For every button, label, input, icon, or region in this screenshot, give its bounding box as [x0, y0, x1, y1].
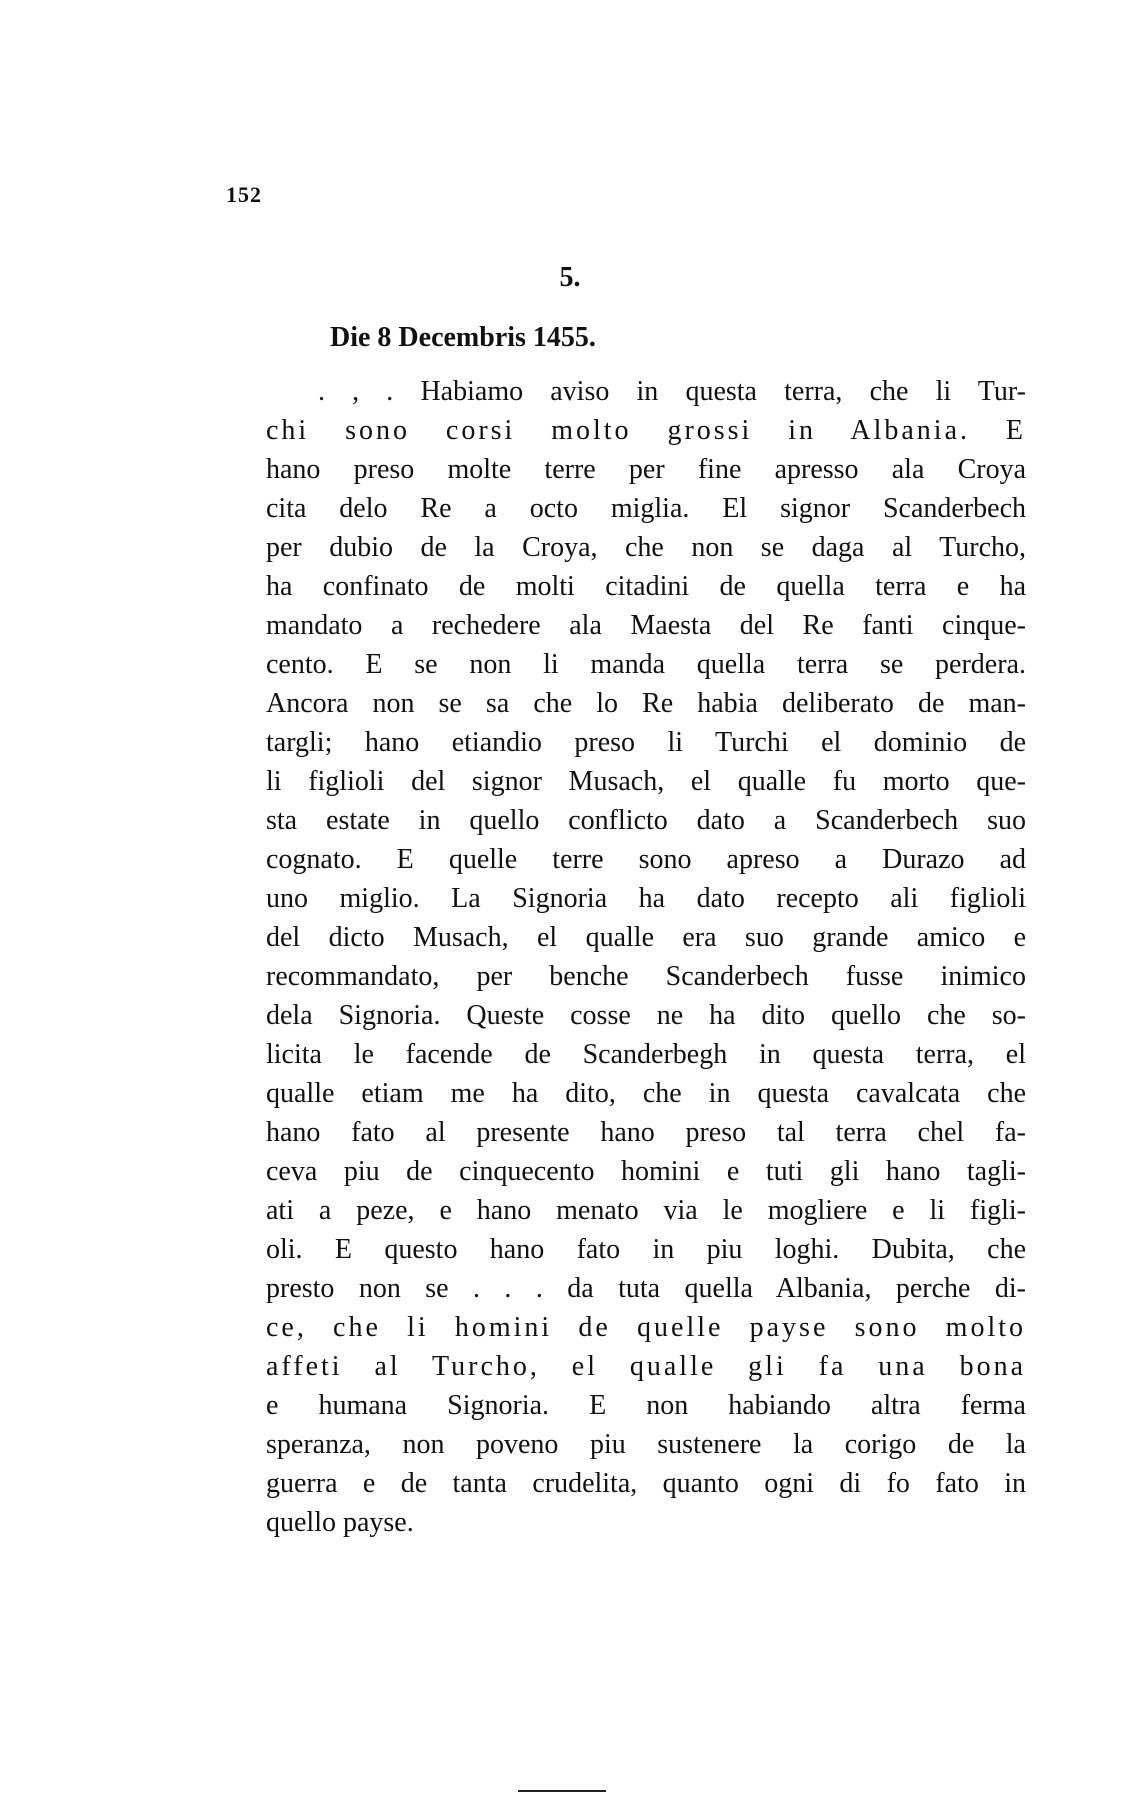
body-line: ha confinato de molti citadini de quella terra e ha — [266, 571, 1026, 602]
body-line: ceva piu de cinquecento homini e tuti gli hano tagli- — [266, 1156, 1026, 1187]
body-line: affeti al Turcho, el qualle gli fa una bona — [266, 1351, 1026, 1382]
body-line: dela Signoria. Queste cosse ne ha dito quello che so- — [266, 1000, 1026, 1031]
body-line: oli. E questo hano fato in piu loghi. Dubita, che — [266, 1234, 1026, 1265]
body-line: presto non se . . . da tuta quella Albania, perche di- — [266, 1273, 1026, 1304]
body-line: hano fato al presente hano preso tal terra chel fa- — [266, 1117, 1026, 1148]
body-line: guerra e de tanta crudelita, quanto ogni di fo fato in — [266, 1468, 1026, 1499]
body-line: mandato a rechedere ala Maesta del Re fanti cinque- — [266, 610, 1026, 641]
body-line: Ancora non se sa che lo Re habia deliberato de man- — [266, 688, 1026, 719]
document-body — [266, 372, 1026, 1542]
body-line: quello payse. — [266, 1507, 414, 1538]
body-line: del dicto Musach, el qualle era suo grande amico e — [266, 922, 1026, 953]
footer-rule — [518, 1790, 606, 1792]
body-line: ce, che li homini de quelle payse sono molto — [266, 1312, 1026, 1343]
body-line: chi sono corsi molto grossi in Albania. E — [266, 415, 1026, 446]
body-line: cento. E se non li manda quella terra se perdera. — [266, 649, 1026, 680]
document-number: 5. — [559, 262, 581, 293]
body-line: hano preso molte terre per fine apresso ala Croya — [266, 454, 1026, 485]
body-line: uno miglio. La Signoria ha dato recepto ali figlioli — [266, 883, 1026, 914]
body-line: . , . Habiamo aviso in questa terra, che li Tur- — [318, 376, 1026, 407]
body-line: li figlioli del signor Musach, el qualle fu morto que- — [266, 766, 1026, 797]
dateline: Die 8 Decembris 1455. — [330, 322, 596, 353]
body-line: ati a peze, e hano menato via le mogliere e li figli- — [266, 1195, 1026, 1226]
body-line: e humana Signoria. E non habiando altra ferma — [266, 1390, 1026, 1421]
body-line: recommandato, per benche Scanderbech fusse inimico — [266, 961, 1026, 992]
page-number: 152 — [226, 182, 262, 207]
body-line: licita le facende de Scanderbegh in questa terra, el — [266, 1039, 1026, 1070]
body-line: sta estate in quello conflicto dato a Scanderbech suo — [266, 805, 1026, 836]
body-line: cognato. E quelle terre sono apreso a Durazo ad — [266, 844, 1026, 875]
body-line: targli; hano etiandio preso li Turchi el dominio de — [266, 727, 1026, 758]
body-line: per dubio de la Croya, che non se daga al Turcho, — [266, 532, 1026, 563]
body-line: cita delo Re a octo miglia. El signor Scanderbech — [266, 493, 1026, 524]
body-line: speranza, non poveno piu sustenere la corigo de la — [266, 1429, 1026, 1460]
body-line: qualle etiam me ha dito, che in questa cavalcata che — [266, 1078, 1026, 1109]
